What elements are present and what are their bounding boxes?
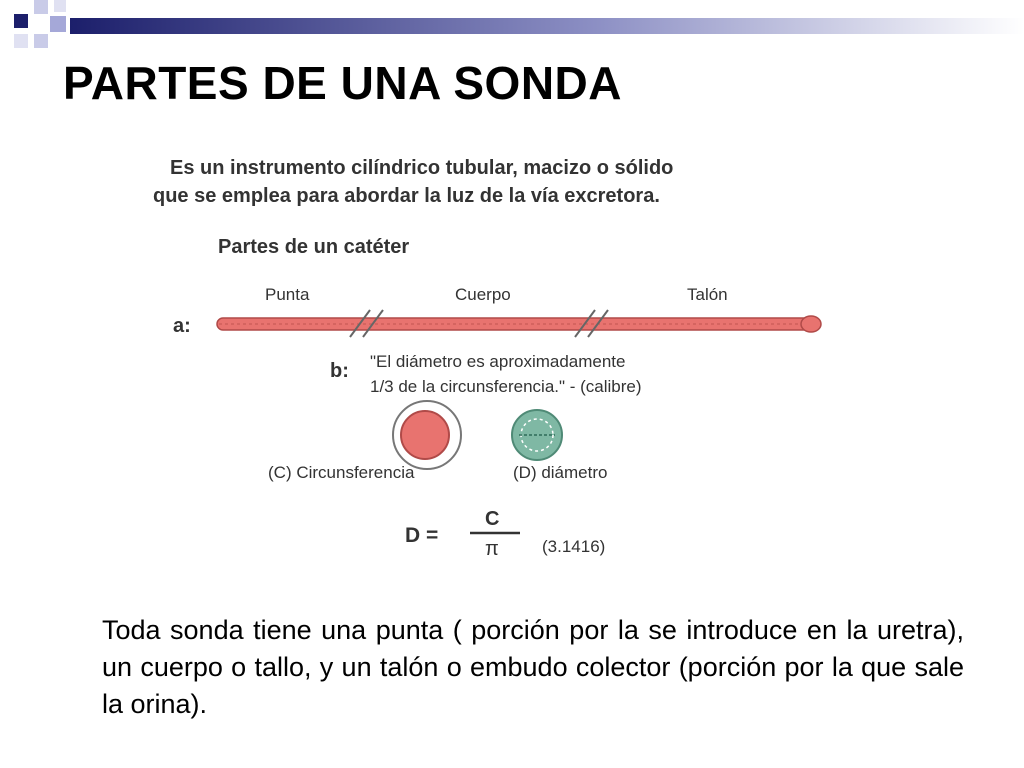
- formula-numerator: C: [485, 508, 500, 530]
- caption-diameter: (D) diámetro: [513, 463, 608, 482]
- formula-value: (3.1416): [542, 537, 606, 556]
- definition-line-2: que se emplea para abordar la luz de la vía excretora.: [153, 185, 660, 207]
- deco-square: [50, 16, 66, 32]
- label-b: b:: [330, 360, 349, 382]
- figure-heading: Partes de un catéter: [218, 236, 410, 258]
- formula-denominator: π: [485, 538, 499, 560]
- part-label-cuerpo: Cuerpo: [455, 285, 511, 304]
- deco-gradient-bar: [70, 18, 1024, 34]
- quote-line-1: "El diámetro es aproximadamente: [370, 352, 626, 371]
- circumference-circle: [393, 401, 461, 469]
- quote-line-2: 1/3 de la circunsferencia." - (calibre): [370, 377, 642, 396]
- deco-square: [14, 34, 28, 48]
- catheter-diagram: [95, 140, 900, 570]
- deco-square: [34, 34, 48, 48]
- part-label-talon: Talón: [687, 285, 728, 304]
- corner-decoration: [0, 0, 1024, 56]
- catheter-tube: [217, 316, 821, 332]
- label-a: a:: [173, 315, 191, 337]
- deco-square: [14, 14, 28, 28]
- definition-line-1: Es un instrumento cilíndrico tubular, macizo o sólido: [170, 157, 674, 179]
- deco-square: [54, 0, 66, 12]
- slide-title: PARTES DE UNA SONDA: [63, 57, 622, 109]
- formula-lhs: D =: [405, 524, 439, 547]
- body-paragraph: Toda sonda tiene una punta ( porción por la se introduce en la uretra), un cuerpo o tallo, y un talón o embudo colector (porción por la que sale la orina).: [102, 615, 964, 719]
- caption-circumference: (C) Circunsferencia: [268, 463, 415, 482]
- part-label-punta: Punta: [265, 285, 310, 304]
- diameter-circle: [512, 410, 562, 460]
- deco-square: [34, 0, 48, 14]
